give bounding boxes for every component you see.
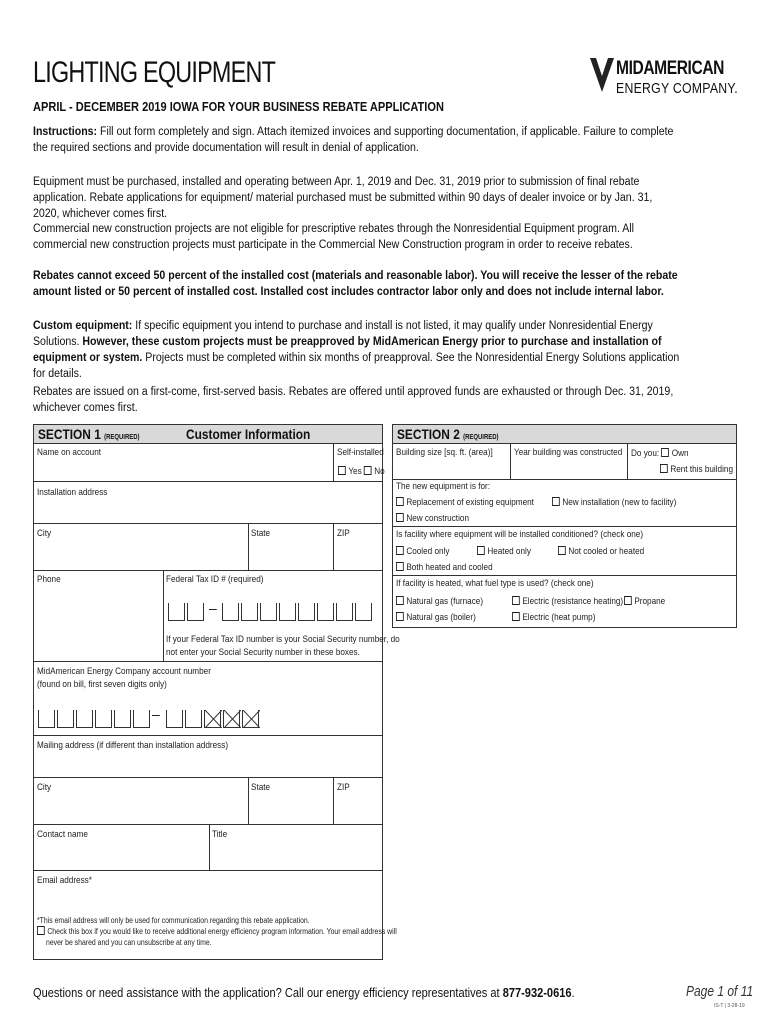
both-checkbox[interactable] xyxy=(396,562,404,571)
tax-note-line2: not enter your Social Security number in these boxes. xyxy=(166,647,360,658)
title-label: Title xyxy=(212,829,228,840)
rent-option: Rent this building xyxy=(660,464,733,476)
tax-id-digit[interactable] xyxy=(336,603,353,621)
gas-furnace-option: Natural gas (furnace) xyxy=(396,596,483,608)
replacement-option: Replacement of existing equipment xyxy=(396,497,534,509)
section1-header xyxy=(33,424,383,444)
email-optin-checkbox[interactable] xyxy=(37,926,45,935)
account-number-label: MidAmerican Energy Company account number xyxy=(37,666,211,677)
mailing-address-label: Mailing address (if different than installation address) xyxy=(37,740,229,751)
logo-mark-icon xyxy=(590,58,614,92)
heat-pump-checkbox[interactable] xyxy=(512,612,520,621)
tax-id-digit[interactable] xyxy=(222,603,239,621)
gas-furnace-checkbox[interactable] xyxy=(396,596,404,605)
name-on-account-label: Name on account xyxy=(37,447,102,458)
no-checkbox[interactable] xyxy=(364,466,372,475)
email-note-line2: Check this box if you would like to receive additional energy efficiency program information. Your email address will xyxy=(37,926,397,938)
both-option: Both heated and cooled xyxy=(396,562,493,574)
x-mark-icon xyxy=(243,710,260,728)
crossed-out-digit xyxy=(223,710,240,728)
new-equipment-for-label: The new equipment is for: xyxy=(396,481,491,492)
installation-address-label: Installation address xyxy=(37,487,108,498)
account-digit[interactable] xyxy=(166,710,183,728)
electric-resistance-option: Electric (resistance heating) xyxy=(512,596,623,608)
mailing-zip-label: ZIP xyxy=(337,782,350,793)
account-digit[interactable] xyxy=(76,710,93,728)
self-installed-options: Yes No xyxy=(338,466,385,478)
custom-equipment-paragraph: Custom equipment: If specific equipment you intend to purchase and install is not listed, it may qualify under Nonresidential Energy Solutions. However, these custom projects must be preapproved by MidAmerican Energy prior to purchase and installation of equipment or system. Projects must be completed within six months of preapproval. See the Nonresidential Energy Solutions application for details. xyxy=(33,320,680,380)
logo-line2: ENERGY COMPANY. xyxy=(616,80,738,97)
account-digit[interactable] xyxy=(38,710,55,728)
account-digit[interactable] xyxy=(57,710,74,728)
section2-header xyxy=(392,424,737,444)
conditioned-question: Is facility where equipment will be installed conditioned? (check one) xyxy=(396,529,644,540)
page-subtitle: APRIL - DECEMBER 2019 IOWA FOR YOUR BUSINESS REBATE APPLICATION xyxy=(33,99,444,114)
support-phone[interactable]: 877-932-0616 xyxy=(502,985,572,1000)
cooled-only-option: Cooled only xyxy=(396,546,449,558)
new-construction-checkbox[interactable] xyxy=(396,513,404,522)
x-mark-icon xyxy=(224,710,241,728)
not-cooled-checkbox[interactable] xyxy=(558,546,566,555)
first-come-paragraph: Rebates are issued on a first-come, first-served basis. Rebates are offered until approved funds are exhausted or through Dec. 31, 2019, whichever comes first. xyxy=(33,386,674,414)
city-label: City xyxy=(37,528,52,539)
gas-boiler-checkbox[interactable] xyxy=(396,612,404,621)
section2-title: SECTION 2 (REQUIRED) xyxy=(397,426,499,442)
tax-id-digit[interactable] xyxy=(279,603,296,621)
new-construction-option: New construction xyxy=(396,513,469,525)
logo-line1: MIDAMERICAN xyxy=(616,58,725,79)
year-constructed-label: Year building was constructed xyxy=(514,447,623,458)
zip-label: ZIP xyxy=(337,528,350,539)
do-you-options: Do you: Own xyxy=(631,448,689,459)
tax-id-digit[interactable] xyxy=(241,603,258,621)
heated-only-option: Heated only xyxy=(477,546,531,558)
dash-separator: – xyxy=(152,706,160,722)
section1-heading: Customer Information xyxy=(186,426,311,442)
tax-id-digit[interactable] xyxy=(317,603,334,621)
phone-label: Phone xyxy=(37,574,61,585)
crossed-out-digit xyxy=(204,710,221,728)
email-note-line1: *This email address will only be used for communication regarding this rebate application. xyxy=(37,916,310,925)
account-number-note: (found on bill, first seven digits only) xyxy=(37,679,167,690)
email-label: Email address* xyxy=(37,875,92,886)
dash-separator: – xyxy=(209,600,217,616)
propane-checkbox[interactable] xyxy=(624,596,632,605)
gas-boiler-option: Natural gas (boiler) xyxy=(396,612,476,624)
tax-id-digit[interactable] xyxy=(168,603,185,621)
instructions-paragraph: Instructions: Fill out form completely and sign. Attach itemized invoices and supporting documentation, if applicable. Failure to complete the required sections and provide documentation will result in denial of application. xyxy=(33,126,674,154)
new-installation-option: New installation (new to facility) xyxy=(552,497,676,509)
heat-pump-option: Electric (heat pump) xyxy=(512,612,595,624)
x-mark-icon xyxy=(205,710,222,728)
federal-tax-id-label: Federal Tax ID # (required) xyxy=(166,574,264,585)
page-number: Page 1 of 11 xyxy=(686,983,754,1000)
replacement-checkbox[interactable] xyxy=(396,497,404,506)
tax-id-digit[interactable] xyxy=(355,603,372,621)
company-logo xyxy=(590,58,740,104)
self-installed-label: Self-installed xyxy=(337,447,384,458)
rent-checkbox[interactable] xyxy=(660,464,668,473)
contact-name-label: Contact name xyxy=(37,829,88,840)
not-cooled-option: Not cooled or heated xyxy=(558,546,644,558)
propane-option: Propane xyxy=(624,596,665,608)
section1-title: SECTION 1 (REQUIRED) xyxy=(38,426,140,442)
tax-note-line1: If your Federal Tax ID number is your Social Security number, do xyxy=(166,634,400,645)
yes-checkbox[interactable] xyxy=(338,466,346,475)
crossed-out-digit xyxy=(242,710,259,728)
tax-id-digit[interactable] xyxy=(260,603,277,621)
own-checkbox[interactable] xyxy=(661,448,669,457)
state-label: State xyxy=(251,528,271,539)
electric-resistance-checkbox[interactable] xyxy=(512,596,520,605)
account-digit[interactable] xyxy=(114,710,131,728)
account-digit[interactable] xyxy=(95,710,112,728)
heated-only-checkbox[interactable] xyxy=(477,546,485,555)
new-installation-checkbox[interactable] xyxy=(552,497,560,506)
tax-id-digit[interactable] xyxy=(187,603,204,621)
mailing-city-label: City xyxy=(37,782,52,793)
page-title: LIGHTING EQUIPMENT xyxy=(33,56,276,89)
eligibility-paragraph: Equipment must be purchased, installed and operating between Apr. 1, 2019 and Dec. 31, 2019 prior to submission of final rebate application. Rebate applications for equipment/ material purchased must be submitted within 90 days of dealer invoice or by Jan. 31, 2020, whichever comes first. xyxy=(33,176,653,220)
cooled-only-checkbox[interactable] xyxy=(396,546,404,555)
building-size-label: Building size [sq. ft. (area)] xyxy=(396,447,493,458)
tax-id-digit[interactable] xyxy=(298,603,315,621)
fuel-question: If facility is heated, what fuel type is used? (check one) xyxy=(396,578,594,589)
new-construction-paragraph: Commercial new construction projects are not eligible for prescriptive rebates through the Nonresidential Equipment program. All commercial new construction projects must participate in the Commercial New Construction program in order to receive rebates. xyxy=(33,223,635,251)
rebate-cap-paragraph: Rebates cannot exceed 50 percent of the installed cost (materials and reasonable labor). You will receive the lesser of the rebate amount listed or 50 percent of installed cost. Installed cost includes contractor labor only and does not include internal labor. xyxy=(33,270,678,298)
footer-question: Questions or need assistance with the application? Call our energy efficiency representatives at 877-932-0616. xyxy=(33,985,575,1000)
form-code: IS-T | 3-28-19 xyxy=(714,1003,745,1009)
email-note-line3: never be shared and you can unsubscribe at any time. xyxy=(46,938,212,947)
mailing-state-label: State xyxy=(251,782,271,793)
account-digit[interactable] xyxy=(133,710,150,728)
account-digit[interactable] xyxy=(185,710,202,728)
